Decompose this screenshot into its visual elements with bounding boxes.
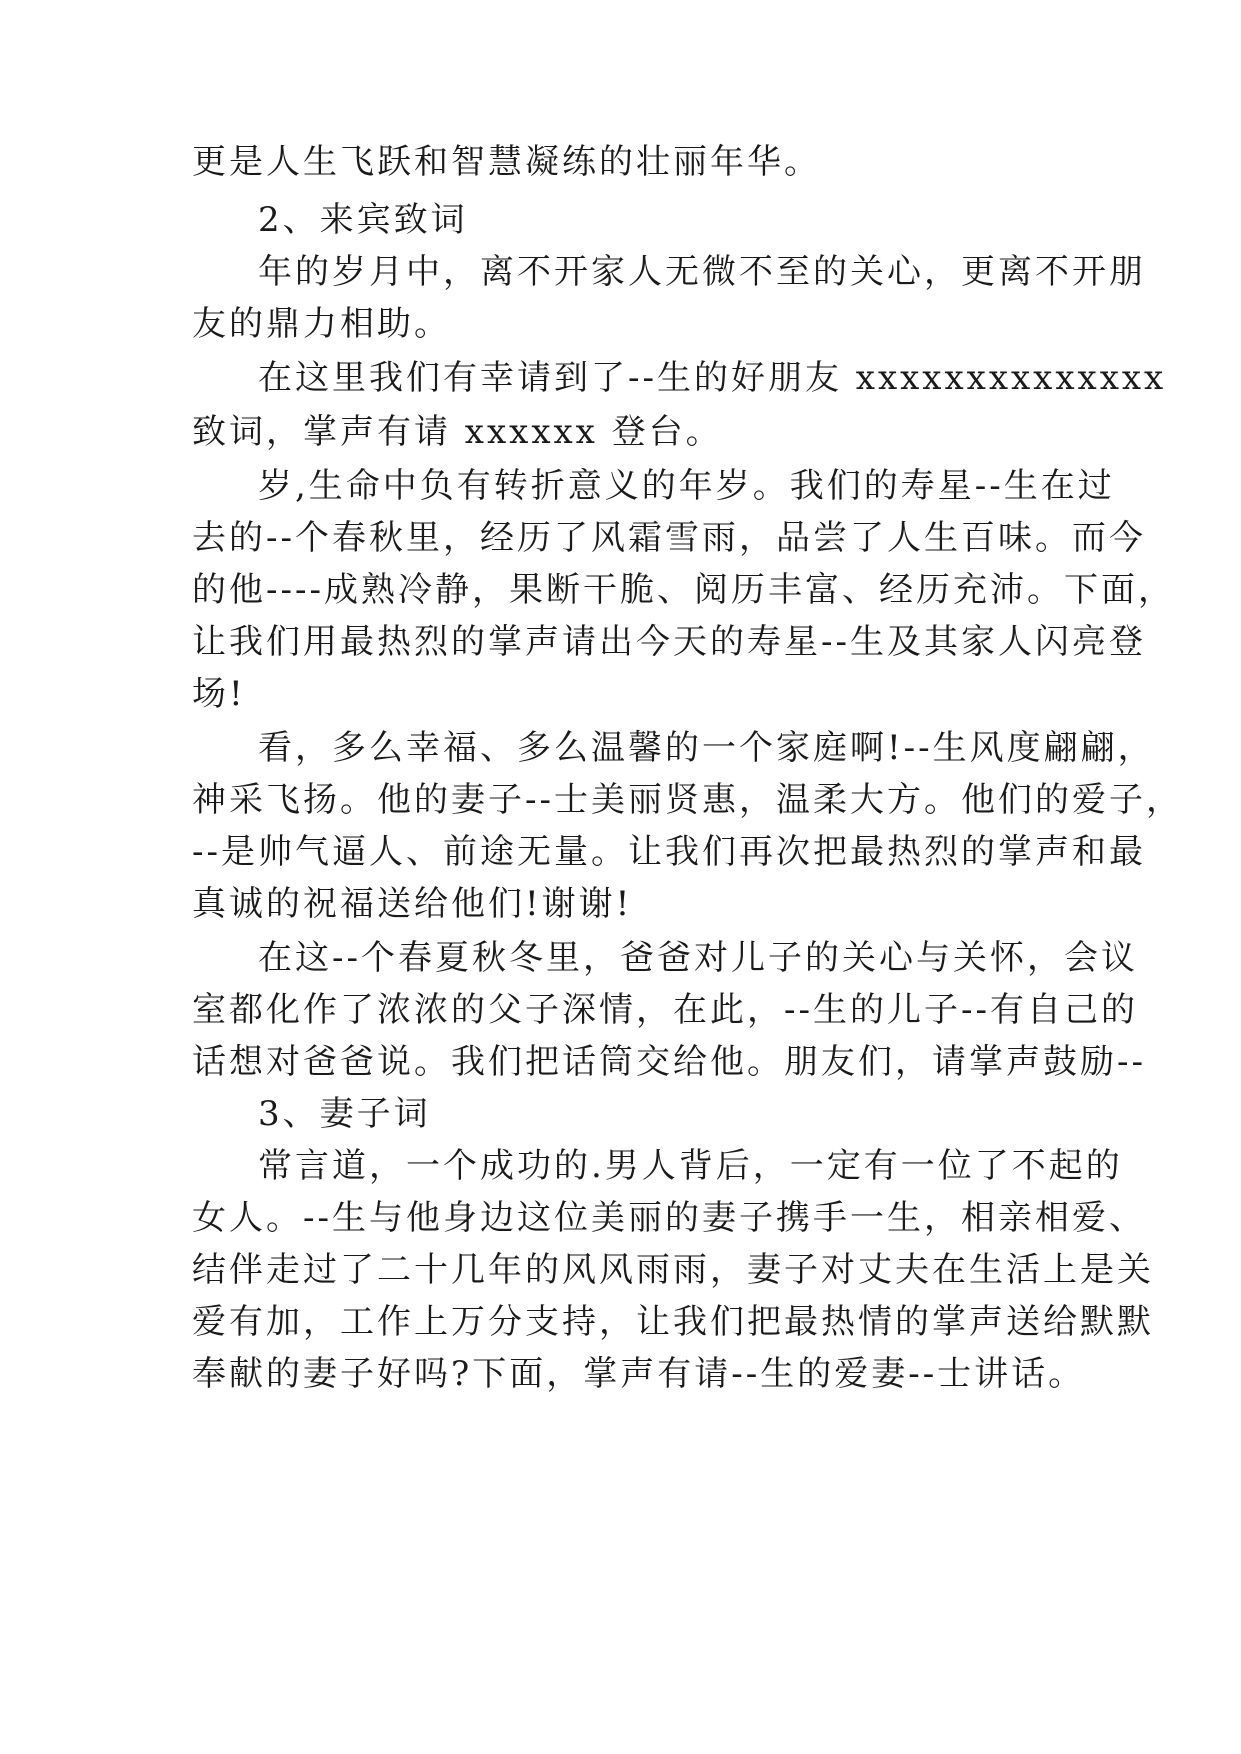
- text-line: 更是人生飞跃和智慧凝练的壮丽年华。: [192, 142, 821, 182]
- text-line: 奉献的妻子好吗?下面，掌声有请--生的爱妻--士讲话。: [192, 1354, 1086, 1394]
- text-line: 让我们用最热烈的掌声请出今天的寿星--生及其家人闪亮登: [192, 622, 1146, 662]
- text-line: 在这里我们有幸请到了--生的好朋友 xxxxxxxxxxxxxx: [258, 358, 1167, 398]
- text-line: 在这--个春夏秋冬里，爸爸对儿子的关心与关怀，会议: [258, 938, 1138, 978]
- text-line: 场!: [192, 674, 246, 714]
- text-line: 结伴走过了二十几年的风风雨雨，妻子对丈夫在生活上是关: [192, 1250, 1154, 1290]
- text-line: 致词，掌声有请 xxxxxx 登台。: [192, 412, 723, 452]
- section-heading: 2、来宾致词: [258, 200, 468, 240]
- text-line: 真诚的祝福送给他们!谢谢!: [192, 884, 633, 924]
- text-line: 常言道，一个成功的.男人背后，一定有一位了不起的: [258, 1146, 1123, 1186]
- text-line: 岁,生命中负有转折意义的年岁。我们的寿星--生在过: [258, 466, 1115, 506]
- section-heading: 3、妻子词: [258, 1094, 431, 1134]
- text-line: --是帅气逼人、前途无量。让我们再次把最热烈的掌声和最: [192, 832, 1146, 872]
- text-line: 年的岁月中，离不开家人无微不至的关心，更离不开朋: [258, 252, 1146, 292]
- text-line: 去的--个春秋里，经历了风霜雪雨，品尝了人生百味。而今: [192, 518, 1146, 558]
- text-line: 话想对爸爸说。我们把话筒交给他。朋友们，请掌声鼓励--: [192, 1042, 1146, 1082]
- text-line: 的他----成熟冷静，果断干脆、阅历丰富、经历充沛。下面，: [192, 570, 1175, 610]
- text-line: 友的鼎力相助。: [192, 304, 451, 344]
- text-line: 女人。--生与他身边这位美丽的妻子携手一生，相亲相爱、: [192, 1198, 1146, 1238]
- text-line: 看，多么幸福、多么温馨的一个家庭啊!--生风度翩翩，: [258, 728, 1155, 768]
- text-line: 室都化作了浓浓的父子深情，在此，--生的儿子--有自己的: [192, 990, 1138, 1030]
- text-line: 爱有加，工作上万分支持，让我们把最热情的掌声送给默默: [192, 1302, 1154, 1342]
- text-line: 神采飞扬。他的妻子--士美丽贤惠，温柔大方。他们的爱子，: [192, 780, 1183, 820]
